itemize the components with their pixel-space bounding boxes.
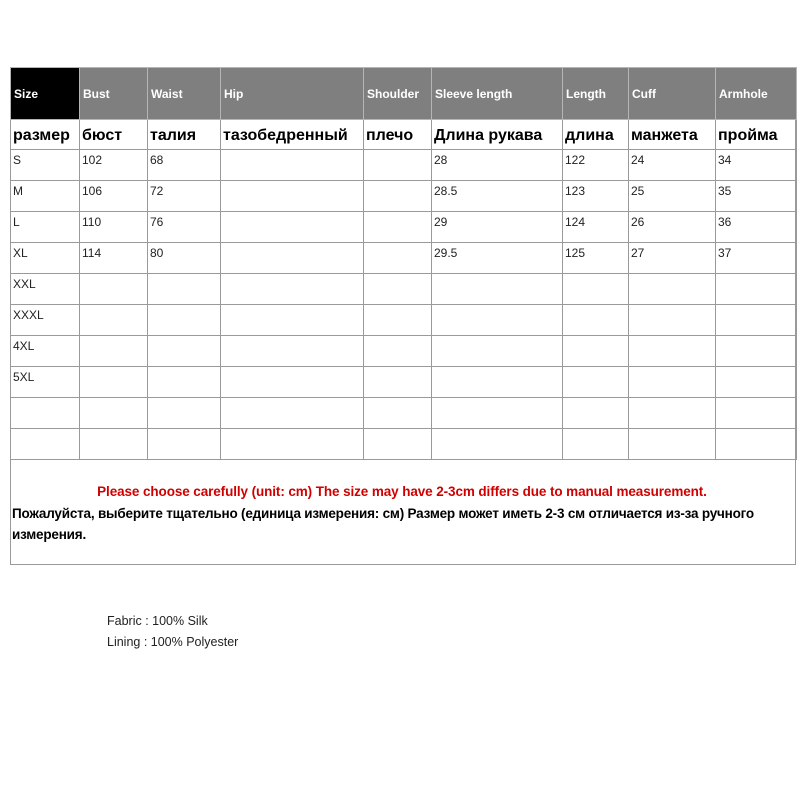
table-row-cell: 27 <box>629 243 716 274</box>
table-row-cell: 114 <box>80 243 148 274</box>
table-row-cell: 124 <box>563 212 629 243</box>
table-row-cell: 80 <box>148 243 221 274</box>
table-row-cell <box>11 398 80 429</box>
table-row-cell <box>80 429 148 460</box>
table-row-cell: 34 <box>716 150 797 181</box>
table-row-cell <box>221 336 364 367</box>
table-row-cell <box>629 367 716 398</box>
header-row-russian-cell: манжета <box>629 120 716 150</box>
table-row-cell: 106 <box>80 181 148 212</box>
table-row-cell <box>432 274 563 305</box>
table-row-cell <box>364 274 432 305</box>
table-row-cell <box>629 305 716 336</box>
table-row-cell: 37 <box>716 243 797 274</box>
table-row-cell <box>563 367 629 398</box>
header-row-english-cell: Shoulder <box>364 68 432 120</box>
table-row-cell <box>432 336 563 367</box>
table-row-cell <box>364 212 432 243</box>
table-row-cell: M <box>11 181 80 212</box>
table-row-cell <box>716 305 797 336</box>
header-row-russian-cell: Длина рукава <box>432 120 563 150</box>
header-row-english-cell: Armhole <box>716 68 797 120</box>
table-row-cell <box>364 336 432 367</box>
table-row-cell: 29.5 <box>432 243 563 274</box>
table-row-cell <box>364 150 432 181</box>
table-row-cell: 4XL <box>11 336 80 367</box>
header-row-english-cell: Hip <box>221 68 364 120</box>
table-row-cell <box>148 429 221 460</box>
table-row-cell <box>221 150 364 181</box>
table-row-cell <box>80 336 148 367</box>
table-row-cell: 36 <box>716 212 797 243</box>
header-row-english-cell: Waist <box>148 68 221 120</box>
size-notes <box>12 484 792 545</box>
table-row-cell <box>629 274 716 305</box>
table-row-cell: 122 <box>563 150 629 181</box>
table-row-cell <box>221 305 364 336</box>
table-row-cell <box>221 274 364 305</box>
table-row <box>11 367 797 398</box>
table-row-cell <box>432 367 563 398</box>
table-row-cell: XL <box>11 243 80 274</box>
table-row-cell: S <box>11 150 80 181</box>
table-row-cell: 76 <box>148 212 221 243</box>
table-row-cell: 102 <box>80 150 148 181</box>
table-row-cell <box>148 367 221 398</box>
table-row <box>11 243 797 274</box>
table-row-cell <box>629 336 716 367</box>
table-row-cell: 25 <box>629 181 716 212</box>
header-row-russian <box>11 120 797 150</box>
table-row-cell <box>80 305 148 336</box>
header-row-russian-cell: тазобедренный <box>221 120 364 150</box>
header-row-russian-cell: плечо <box>364 120 432 150</box>
table-row <box>11 181 797 212</box>
fabric-info <box>107 611 238 653</box>
table-row-cell: 110 <box>80 212 148 243</box>
table-row <box>11 398 797 429</box>
table-row-cell <box>148 398 221 429</box>
table-row-cell <box>80 398 148 429</box>
table-row-cell <box>629 429 716 460</box>
table-row-cell: 29 <box>432 212 563 243</box>
table-row-cell <box>563 274 629 305</box>
table-row-cell <box>432 398 563 429</box>
table-row-cell <box>364 367 432 398</box>
table-row-cell: XXXL <box>11 305 80 336</box>
table-row-cell: 68 <box>148 150 221 181</box>
table-row-cell <box>716 398 797 429</box>
table-row-cell <box>563 336 629 367</box>
table-row-cell: 35 <box>716 181 797 212</box>
table-row-cell <box>563 398 629 429</box>
table-row-cell <box>563 305 629 336</box>
size-note-russian: Пожалуйста, выберите тщательно (единица измерения: см) Размер может иметь 2-3 см отличается из-за ручного измерения. <box>12 506 754 542</box>
table-row <box>11 336 797 367</box>
table-row-cell <box>432 305 563 336</box>
table-row-cell <box>716 274 797 305</box>
size-table <box>10 67 797 460</box>
table-row-cell: 28 <box>432 150 563 181</box>
table-row-cell: L <box>11 212 80 243</box>
header-row-russian-cell: талия <box>148 120 221 150</box>
table-row-cell: 24 <box>629 150 716 181</box>
table-row-cell <box>80 367 148 398</box>
table-row-cell <box>221 429 364 460</box>
table-row-cell <box>221 243 364 274</box>
header-row-english-cell: Bust <box>80 68 148 120</box>
fabric-text: Fabric : 100% Silk <box>107 614 208 628</box>
table-row-cell <box>11 429 80 460</box>
table-row-cell: 28.5 <box>432 181 563 212</box>
table-row-cell: 72 <box>148 181 221 212</box>
header-row-russian-cell: бюст <box>80 120 148 150</box>
table-row-cell: XXL <box>11 274 80 305</box>
table-row <box>11 212 797 243</box>
header-row-english-cell: Cuff <box>629 68 716 120</box>
table-row-cell: 26 <box>629 212 716 243</box>
table-row-cell <box>364 398 432 429</box>
table-row-cell <box>563 429 629 460</box>
table-row-cell <box>364 181 432 212</box>
table-row-cell: 125 <box>563 243 629 274</box>
table-row <box>11 274 797 305</box>
table-row-cell <box>364 429 432 460</box>
header-row-russian-cell: длина <box>563 120 629 150</box>
table-row-cell <box>221 398 364 429</box>
table-row-cell <box>716 367 797 398</box>
table-row-cell <box>221 212 364 243</box>
table-row-cell <box>364 243 432 274</box>
header-row-english <box>11 68 797 120</box>
table-row-cell <box>716 429 797 460</box>
header-row-russian-cell: размер <box>11 120 80 150</box>
table-row <box>11 150 797 181</box>
header-row-russian-cell: пройма <box>716 120 797 150</box>
table-row-cell <box>148 274 221 305</box>
table-row <box>11 305 797 336</box>
table-row-cell: 123 <box>563 181 629 212</box>
table-row-cell <box>221 367 364 398</box>
size-note-english: Please choose carefully (unit: cm) The size may have 2-3cm differs due to manual measurement. <box>97 484 707 499</box>
table-row-cell <box>148 336 221 367</box>
lining-text: Lining : 100% Polyester <box>107 635 239 649</box>
header-row-english-cell: Size <box>11 68 80 120</box>
table-row-cell <box>221 181 364 212</box>
header-row-english-cell: Length <box>563 68 629 120</box>
table-row-cell <box>364 305 432 336</box>
table-row-cell: 5XL <box>11 367 80 398</box>
table-row <box>11 429 797 460</box>
header-row-english-cell: Sleeve length <box>432 68 563 120</box>
table-row-cell <box>80 274 148 305</box>
table-row-cell <box>432 429 563 460</box>
table-row-cell <box>716 336 797 367</box>
table-row-cell <box>629 398 716 429</box>
table-row-cell <box>148 305 221 336</box>
